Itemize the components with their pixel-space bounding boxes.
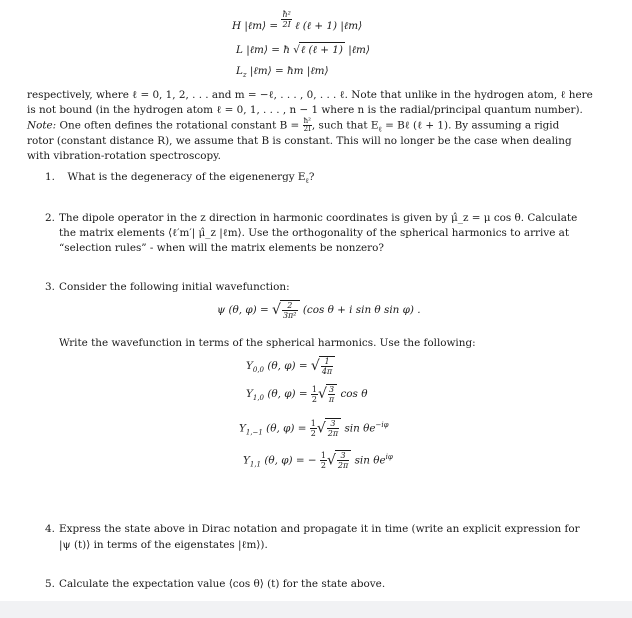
question-4-line-1: Express the state above in Dirac notation and propagate it in time (write an explicit expression for <box>59 523 580 535</box>
question-3-write: Write the wavefunction in terms of the spherical harmonics. Use the following: <box>59 337 476 349</box>
psi-rhs: (cos θ + i sin θ sin φ) . <box>302 304 421 316</box>
harmonic-trail: cos θ <box>340 388 368 400</box>
harmonic-row: $Y_{1,1}$ (θ, φ) = − $\frac{1}{2}$ √ $\frac{3}{2\pi}$ $\sin \theta e^{i\varphi}$ <box>243 450 393 471</box>
psi-frac <box>280 300 300 320</box>
equation-hamiltonian: H |ℓm⟩ = $\frac{\text{ħ²}}{2I}$ ℓ (ℓ + 1) |ℓm⟩ <box>232 10 363 32</box>
footer-bar <box>0 601 632 618</box>
harmonic-row: $Y_{0,0}$ (θ, φ) = √ $\frac{1}{4\pi}$ <box>246 356 335 377</box>
psi-lhs: ψ (θ, φ) = <box>217 304 269 316</box>
harmonic-coef: $\frac{1}{2}$ <box>320 450 326 470</box>
equation-l: L |ℓm⟩ = ħ √ℓ (ℓ + 1) |ℓm⟩ <box>236 44 370 56</box>
harmonic-args: (θ, φ) = <box>264 388 308 400</box>
eq-l-lhs: L |ℓm⟩ <box>236 44 268 56</box>
paragraph-line-4: rotor (constant distance R), we assume that B is constant. This will no longer be the case when dealing <box>27 135 572 147</box>
question-4-line-2: |ψ (t)⟩ in terms of the eigenstates |ℓm⟩). <box>59 539 268 551</box>
note-frac <box>303 118 312 133</box>
harmonic-sub: 1,−1 <box>245 428 263 437</box>
harmonic-coef: $\frac{1}{2}$ <box>310 418 316 438</box>
harmonic-sup: −iφ <box>375 421 389 429</box>
harmonic-sub: 1,0 <box>252 394 265 403</box>
q1-number: 1. <box>45 171 55 183</box>
psi-den: 3π² <box>282 311 297 320</box>
eq-l-post: |ℓm⟩ <box>348 44 370 56</box>
harmonic-trail: sin θe <box>344 422 376 435</box>
q1-end: ? <box>308 171 315 183</box>
harmonic-sub: 0,0 <box>252 366 265 375</box>
eq-h-num: ħ² <box>282 10 291 19</box>
note-label: Note: <box>27 119 57 132</box>
note-frac-num: ħ² <box>303 117 311 125</box>
harmonic-row: $Y_{1,-1}$ (θ, φ) = $\frac{1}{2}$ √ $\frac{3}{2\pi}$ $\sin \theta e^{-i\varphi}$ <box>239 418 389 439</box>
harmonic-lhs: Y <box>239 422 246 435</box>
question-5-text: Calculate the expectation value ⟨cos θ⟩ (t) for the state above. <box>59 578 386 590</box>
question-4-number: 4. <box>45 523 55 535</box>
note-text-3: = Bℓ (ℓ + 1). By assuming a rigid <box>381 119 560 132</box>
question-2-line-3: “selection rules” - when will the matrix elements be nonzero? <box>59 242 384 254</box>
eq-lz-lhs: L <box>236 65 243 77</box>
harmonic-radicand: $\frac{3}{2\pi}$ <box>325 418 341 438</box>
question-2-number: 2. <box>45 212 55 224</box>
psi-num: 2 <box>282 301 298 311</box>
harmonic-args: (θ, φ) = <box>262 422 307 435</box>
equation-lz <box>236 64 329 82</box>
paragraph-line-5: with vibration-rotation spectroscopy. <box>27 150 221 162</box>
harmonic-coef: $\frac{1}{2}$ <box>311 384 317 404</box>
question-5-number: 5. <box>45 578 55 590</box>
harmonic-lhs: Y <box>243 454 250 467</box>
harmonic-lhs: Y <box>246 360 253 372</box>
q1-sub: ℓ <box>305 177 309 186</box>
harmonic-lhs: Y <box>246 388 253 400</box>
note-text: One often defines the rotational constant B = <box>56 119 303 132</box>
psi-equation: ψ (θ, φ) = √ $\frac{2}{\text{3π²}}$ (cos θ + i sin θ sin φ) . <box>217 301 421 320</box>
note-frac-den: 2I <box>303 125 311 133</box>
q1-text: What is the degeneracy of the eigenenergy E <box>67 171 306 183</box>
question-1 <box>45 170 314 188</box>
eq-h-rhs: ℓ (ℓ + 1) |ℓm⟩ <box>295 19 363 32</box>
question-3-number: 3. <box>45 281 55 293</box>
harmonic-radicand: $\frac{3}{2\pi}$ <box>335 450 351 470</box>
eq-h-lhs: H |ℓm⟩ <box>232 19 267 32</box>
question-2-line-2: the matrix elements ⟨ℓ′m′| μ̂_z |ℓm⟩. Use the orthogonality of the spherical harmonics to arrive at <box>59 227 570 239</box>
harmonic-sub: 1,1 <box>249 460 262 469</box>
note-text-2: , such that E <box>311 119 379 132</box>
harmonic-row: $Y_{1,0}$ (θ, φ) = $\frac{1}{2}$ √ $\frac{3}{\pi}$ cos θ <box>246 384 368 404</box>
harmonic-trail: sin θe <box>354 454 386 467</box>
note-sub: ℓ <box>378 125 382 134</box>
question-2-line-1: The dipole operator in the z direction in harmonic coordinates is given by μ̂_z = μ cos θ. Calculate <box>59 212 578 224</box>
eq-h-den: 2I <box>282 20 291 29</box>
question-3-text: Consider the following initial wavefunction: <box>59 281 290 293</box>
eq-lz-sub: z <box>242 71 247 80</box>
harmonic-args: (θ, φ) = − <box>261 454 317 467</box>
harmonic-args: (θ, φ) = <box>264 360 308 372</box>
eq-lz-rest: |ℓm⟩ <box>246 65 272 77</box>
eq-l-pre: = ħ <box>271 44 290 56</box>
harmonic-sup: iφ <box>385 453 393 461</box>
paragraph-line-1: respectively, where ℓ = 0, 1, 2, . . . and m = −ℓ, . . . , 0, . . . ℓ. Note that unlike in the hydrogen atom, ℓ here <box>27 89 593 101</box>
harmonic-radicand: $\frac{3}{\pi}$ <box>326 384 337 404</box>
paragraph-line-2: is not bound (in the hydrogen atom ℓ = 0, 1, . . . , n − 1 where n is the radial/principal quantum number). <box>27 104 583 116</box>
harmonic-radicand: $\frac{1}{4\pi}$ <box>319 356 335 376</box>
eq-h-frac <box>281 10 291 29</box>
eq-l-rad: ℓ (ℓ + 1) <box>300 44 343 56</box>
eq-lz-rhs: = ħm |ℓm⟩ <box>274 65 329 77</box>
